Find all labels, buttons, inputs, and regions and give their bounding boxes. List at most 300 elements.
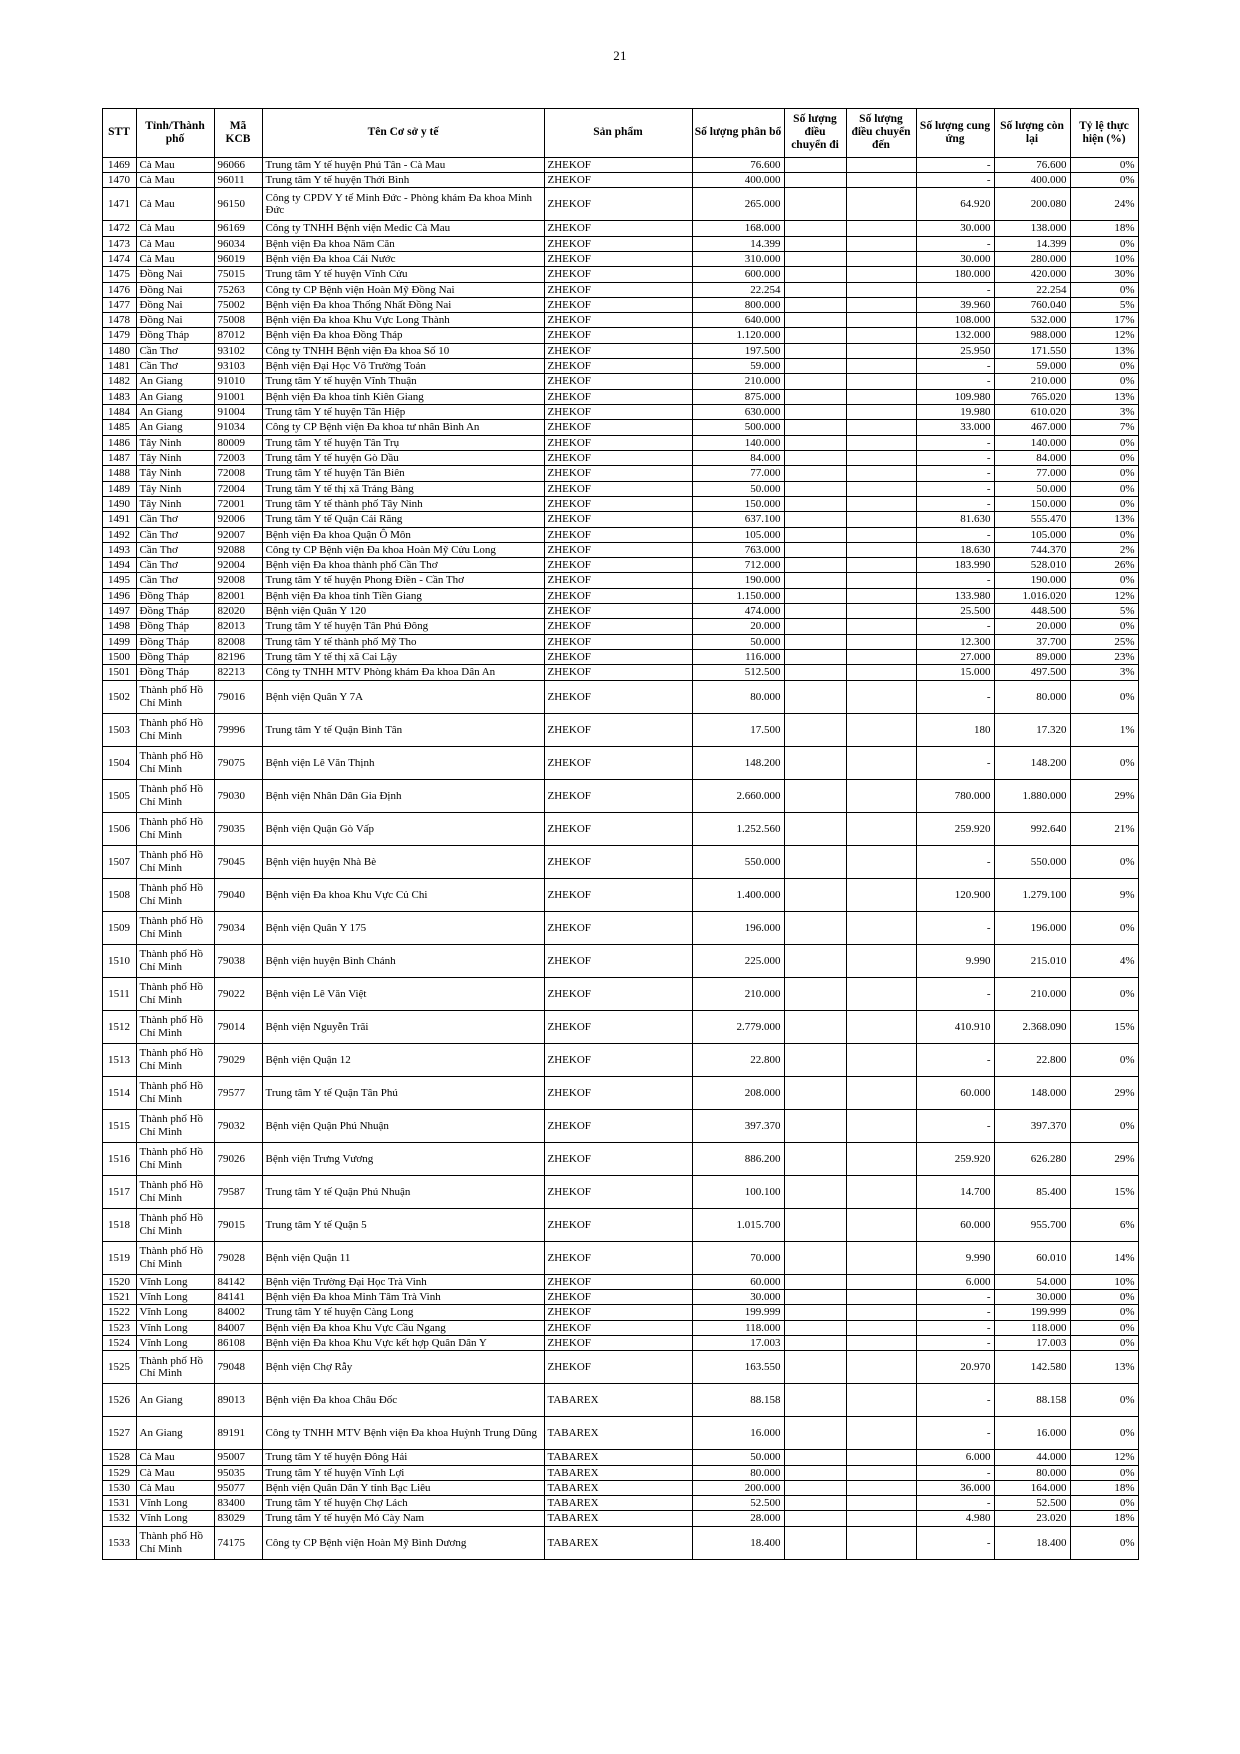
cell-transfer-in xyxy=(846,1465,916,1480)
cell-transfer-out xyxy=(784,878,846,911)
cell-allocated: 18.400 xyxy=(692,1526,784,1559)
cell-transfer-in xyxy=(846,313,916,328)
cell-allocated: 199.999 xyxy=(692,1305,784,1320)
cell-transfer-out xyxy=(784,1305,846,1320)
table-row xyxy=(102,313,1138,328)
cell-remaining: 400.000 xyxy=(994,172,1070,187)
cell-rate: 0% xyxy=(1070,1320,1138,1335)
cell-remaining: 30.000 xyxy=(994,1289,1070,1304)
cell-supplied: - xyxy=(916,845,994,878)
cell-province: Đồng Tháp xyxy=(136,634,214,649)
cell-transfer-in xyxy=(846,1208,916,1241)
cell-transfer-out xyxy=(784,1320,846,1335)
cell-rate: 0% xyxy=(1070,374,1138,389)
cell-allocated: 88.158 xyxy=(692,1384,784,1417)
cell-stt: 1478 xyxy=(102,313,136,328)
cell-remaining: 50.000 xyxy=(994,481,1070,496)
cell-facility: Công ty TNHH MTV Bệnh viện Đa khoa Huỳnh Trung Dũng xyxy=(262,1417,544,1450)
cell-product: ZHEKOF xyxy=(544,779,692,812)
cell-transfer-out xyxy=(784,466,846,481)
cell-stt: 1519 xyxy=(102,1241,136,1274)
cell-product: ZHEKOF xyxy=(544,1208,692,1241)
cell-province: Đồng Tháp xyxy=(136,604,214,619)
cell-province: Cần Thơ xyxy=(136,527,214,542)
cell-stt: 1530 xyxy=(102,1480,136,1495)
table-row xyxy=(102,188,1138,221)
cell-facility: Bệnh viện huyện Bình Chánh xyxy=(262,944,544,977)
cell-allocated: 30.000 xyxy=(692,1289,784,1304)
cell-product: ZHEKOF xyxy=(544,251,692,266)
cell-facility: Trung tâm Y tế thị xã Cai Lậy xyxy=(262,650,544,665)
cell-product: TABAREX xyxy=(544,1417,692,1450)
cell-allocated: 763.000 xyxy=(692,542,784,557)
cell-stt: 1531 xyxy=(102,1496,136,1511)
cell-allocated: 637.100 xyxy=(692,512,784,527)
table-row xyxy=(102,1384,1138,1417)
cell-product: ZHEKOF xyxy=(544,389,692,404)
table-row xyxy=(102,297,1138,312)
cell-rate: 0% xyxy=(1070,236,1138,251)
cell-stt: 1497 xyxy=(102,604,136,619)
cell-province: Cần Thơ xyxy=(136,512,214,527)
table-row xyxy=(102,878,1138,911)
cell-allocated: 1.120.000 xyxy=(692,328,784,343)
cell-code: 84007 xyxy=(214,1320,262,1335)
cell-remaining: 497.500 xyxy=(994,665,1070,680)
cell-transfer-out xyxy=(784,236,846,251)
cell-stt: 1475 xyxy=(102,267,136,282)
cell-stt: 1471 xyxy=(102,188,136,221)
cell-allocated: 105.000 xyxy=(692,527,784,542)
table-row xyxy=(102,1043,1138,1076)
cell-allocated: 1.400.000 xyxy=(692,878,784,911)
cell-rate: 0% xyxy=(1070,911,1138,944)
cell-code: 95007 xyxy=(214,1450,262,1465)
cell-allocated: 800.000 xyxy=(692,297,784,312)
cell-remaining: 610.020 xyxy=(994,405,1070,420)
cell-product: ZHEKOF xyxy=(544,1335,692,1350)
cell-supplied: 4.980 xyxy=(916,1511,994,1526)
cell-transfer-out xyxy=(784,527,846,542)
cell-code: 79587 xyxy=(214,1175,262,1208)
cell-province: Thành phố Hồ Chí Minh xyxy=(136,1010,214,1043)
cell-product: ZHEKOF xyxy=(544,977,692,1010)
cell-facility: Công ty CP Bệnh viện Hoàn Mỹ Bình Dương xyxy=(262,1526,544,1559)
table-row xyxy=(102,1175,1138,1208)
cell-transfer-out xyxy=(784,1511,846,1526)
cell-facility: Bệnh viện Đa khoa tỉnh Kiên Giang xyxy=(262,389,544,404)
cell-stt: 1510 xyxy=(102,944,136,977)
cell-transfer-in xyxy=(846,420,916,435)
cell-code: 84141 xyxy=(214,1289,262,1304)
cell-province: Cần Thơ xyxy=(136,359,214,374)
cell-transfer-out xyxy=(784,328,846,343)
cell-allocated: 500.000 xyxy=(692,420,784,435)
table-row xyxy=(102,1274,1138,1289)
cell-code: 74175 xyxy=(214,1526,262,1559)
cell-code: 91004 xyxy=(214,405,262,420)
cell-stt: 1524 xyxy=(102,1335,136,1350)
cell-allocated: 80.000 xyxy=(692,680,784,713)
cell-province: Vĩnh Long xyxy=(136,1496,214,1511)
cell-stt: 1505 xyxy=(102,779,136,812)
cell-supplied: 133.980 xyxy=(916,588,994,603)
cell-province: Thành phố Hồ Chí Minh xyxy=(136,1175,214,1208)
cell-rate: 13% xyxy=(1070,1351,1138,1384)
cell-supplied: 108.000 xyxy=(916,313,994,328)
cell-transfer-out xyxy=(784,435,846,450)
cell-code: 72004 xyxy=(214,481,262,496)
cell-stt: 1488 xyxy=(102,466,136,481)
cell-rate: 0% xyxy=(1070,1465,1138,1480)
cell-code: 86108 xyxy=(214,1335,262,1350)
cell-allocated: 474.000 xyxy=(692,604,784,619)
cell-code: 79034 xyxy=(214,911,262,944)
cell-province: Thành phố Hồ Chí Minh xyxy=(136,1241,214,1274)
table-row xyxy=(102,1511,1138,1526)
cell-code: 96034 xyxy=(214,236,262,251)
cell-transfer-in xyxy=(846,812,916,845)
cell-transfer-out xyxy=(784,389,846,404)
cell-code: 75015 xyxy=(214,267,262,282)
cell-transfer-out xyxy=(784,1526,846,1559)
cell-code: 84142 xyxy=(214,1274,262,1289)
cell-province: Thành phố Hồ Chí Minh xyxy=(136,1526,214,1559)
cell-code: 91034 xyxy=(214,420,262,435)
cell-transfer-in xyxy=(846,1142,916,1175)
cell-transfer-out xyxy=(784,450,846,465)
cell-remaining: 80.000 xyxy=(994,680,1070,713)
cell-remaining: 23.020 xyxy=(994,1511,1070,1526)
cell-remaining: 44.000 xyxy=(994,1450,1070,1465)
table-row xyxy=(102,746,1138,779)
cell-stt: 1514 xyxy=(102,1076,136,1109)
cell-facility: Công ty CP Bệnh viện Đa khoa Hoàn Mỹ Cửu Long xyxy=(262,542,544,557)
cell-product: ZHEKOF xyxy=(544,236,692,251)
cell-facility: Công ty TNHH Bệnh viện Medic Cà Mau xyxy=(262,221,544,236)
cell-product: TABAREX xyxy=(544,1511,692,1526)
cell-allocated: 77.000 xyxy=(692,466,784,481)
cell-product: ZHEKOF xyxy=(544,221,692,236)
cell-code: 80009 xyxy=(214,435,262,450)
cell-allocated: 116.000 xyxy=(692,650,784,665)
cell-product: ZHEKOF xyxy=(544,1076,692,1109)
cell-allocated: 70.000 xyxy=(692,1241,784,1274)
cell-stt: 1507 xyxy=(102,845,136,878)
cell-rate: 14% xyxy=(1070,1241,1138,1274)
cell-product: ZHEKOF xyxy=(544,604,692,619)
cell-supplied: - xyxy=(916,374,994,389)
cell-facility: Trung tâm Y tế huyện Tân Hiệp xyxy=(262,405,544,420)
cell-remaining: 210.000 xyxy=(994,977,1070,1010)
table-row xyxy=(102,1450,1138,1465)
cell-remaining: 1.880.000 xyxy=(994,779,1070,812)
cell-transfer-in xyxy=(846,1526,916,1559)
cell-transfer-in xyxy=(846,1351,916,1384)
cell-transfer-in xyxy=(846,878,916,911)
cell-rate: 12% xyxy=(1070,588,1138,603)
cell-transfer-in xyxy=(846,389,916,404)
cell-rate: 3% xyxy=(1070,665,1138,680)
cell-transfer-out xyxy=(784,157,846,172)
cell-remaining: 199.999 xyxy=(994,1305,1070,1320)
cell-product: ZHEKOF xyxy=(544,650,692,665)
table-row xyxy=(102,1010,1138,1043)
cell-transfer-out xyxy=(784,267,846,282)
cell-transfer-in xyxy=(846,512,916,527)
cell-supplied: 30.000 xyxy=(916,221,994,236)
cell-code: 79038 xyxy=(214,944,262,977)
cell-stt: 1489 xyxy=(102,481,136,496)
cell-stt: 1512 xyxy=(102,1010,136,1043)
cell-transfer-in xyxy=(846,619,916,634)
cell-supplied: - xyxy=(916,680,994,713)
cell-supplied: 30.000 xyxy=(916,251,994,266)
cell-stt: 1523 xyxy=(102,1320,136,1335)
cell-remaining: 18.400 xyxy=(994,1526,1070,1559)
table-row xyxy=(102,374,1138,389)
cell-transfer-out xyxy=(784,1076,846,1109)
cell-province: Đồng Nai xyxy=(136,297,214,312)
header-row xyxy=(102,109,1138,158)
cell-code: 89013 xyxy=(214,1384,262,1417)
cell-rate: 0% xyxy=(1070,1526,1138,1559)
table-row xyxy=(102,282,1138,297)
cell-facility: Trung tâm Y tế huyện Mỏ Cày Nam xyxy=(262,1511,544,1526)
cell-allocated: 197.500 xyxy=(692,343,784,358)
cell-transfer-in xyxy=(846,527,916,542)
cell-transfer-out xyxy=(784,420,846,435)
table-row xyxy=(102,157,1138,172)
cell-remaining: 955.700 xyxy=(994,1208,1070,1241)
cell-supplied: 25.950 xyxy=(916,343,994,358)
cell-facility: Trung tâm Y tế huyện Tân Trụ xyxy=(262,435,544,450)
cell-transfer-in xyxy=(846,251,916,266)
cell-supplied: - xyxy=(916,435,994,450)
table-row xyxy=(102,573,1138,588)
cell-rate: 0% xyxy=(1070,172,1138,187)
cell-supplied: 81.630 xyxy=(916,512,994,527)
cell-supplied: - xyxy=(916,1043,994,1076)
cell-remaining: 164.000 xyxy=(994,1480,1070,1495)
cell-code: 82001 xyxy=(214,588,262,603)
cell-supplied: 14.700 xyxy=(916,1175,994,1208)
cell-remaining: 1.279.100 xyxy=(994,878,1070,911)
cell-rate: 6% xyxy=(1070,1208,1138,1241)
cell-product: ZHEKOF xyxy=(544,619,692,634)
cell-remaining: 196.000 xyxy=(994,911,1070,944)
cell-remaining: 200.080 xyxy=(994,188,1070,221)
cell-remaining: 17.320 xyxy=(994,713,1070,746)
cell-supplied: 259.920 xyxy=(916,1142,994,1175)
cell-facility: Bệnh viện Quận Phú Nhuận xyxy=(262,1109,544,1142)
cell-stt: 1526 xyxy=(102,1384,136,1417)
cell-remaining: 138.000 xyxy=(994,221,1070,236)
cell-transfer-in xyxy=(846,1274,916,1289)
table-row xyxy=(102,665,1138,680)
cell-remaining: 54.000 xyxy=(994,1274,1070,1289)
cell-transfer-out xyxy=(784,405,846,420)
cell-province: An Giang xyxy=(136,389,214,404)
cell-transfer-in xyxy=(846,1417,916,1450)
cell-allocated: 210.000 xyxy=(692,977,784,1010)
cell-province: Đồng Tháp xyxy=(136,588,214,603)
header-province: Tỉnh/Thành phố xyxy=(136,109,214,158)
cell-allocated: 148.200 xyxy=(692,746,784,779)
cell-stt: 1532 xyxy=(102,1511,136,1526)
cell-transfer-in xyxy=(846,746,916,779)
cell-transfer-in xyxy=(846,267,916,282)
cell-province: Thành phố Hồ Chí Minh xyxy=(136,977,214,1010)
cell-stt: 1528 xyxy=(102,1450,136,1465)
cell-transfer-in xyxy=(846,1241,916,1274)
cell-stt: 1469 xyxy=(102,157,136,172)
cell-product: ZHEKOF xyxy=(544,558,692,573)
cell-rate: 24% xyxy=(1070,188,1138,221)
cell-supplied: - xyxy=(916,1109,994,1142)
table-row xyxy=(102,845,1138,878)
cell-stt: 1515 xyxy=(102,1109,136,1142)
cell-supplied: - xyxy=(916,1417,994,1450)
header-transfer-in: Số lượng điều chuyển đến xyxy=(846,109,916,158)
cell-transfer-out xyxy=(784,1496,846,1511)
cell-stt: 1516 xyxy=(102,1142,136,1175)
cell-transfer-out xyxy=(784,1335,846,1350)
cell-stt: 1490 xyxy=(102,496,136,511)
cell-transfer-out xyxy=(784,558,846,573)
cell-remaining: 80.000 xyxy=(994,1465,1070,1480)
table-row xyxy=(102,1496,1138,1511)
cell-province: Cà Mau xyxy=(136,1465,214,1480)
cell-province: Vĩnh Long xyxy=(136,1335,214,1350)
cell-remaining: 148.000 xyxy=(994,1076,1070,1109)
table-row xyxy=(102,1109,1138,1142)
cell-product: ZHEKOF xyxy=(544,267,692,282)
cell-remaining: 467.000 xyxy=(994,420,1070,435)
header-code: Mã KCB xyxy=(214,109,262,158)
cell-stt: 1511 xyxy=(102,977,136,1010)
cell-facility: Bệnh viện Lê Văn Việt xyxy=(262,977,544,1010)
cell-transfer-in xyxy=(846,558,916,573)
cell-facility: Bệnh viện Đa khoa Minh Tâm Trà Vinh xyxy=(262,1289,544,1304)
cell-code: 79015 xyxy=(214,1208,262,1241)
cell-allocated: 50.000 xyxy=(692,1450,784,1465)
cell-stt: 1503 xyxy=(102,713,136,746)
cell-transfer-in xyxy=(846,343,916,358)
cell-transfer-out xyxy=(784,845,846,878)
cell-allocated: 875.000 xyxy=(692,389,784,404)
cell-transfer-out xyxy=(784,359,846,374)
cell-supplied: 259.920 xyxy=(916,812,994,845)
cell-allocated: 397.370 xyxy=(692,1109,784,1142)
cell-supplied: 410.910 xyxy=(916,1010,994,1043)
cell-province: Vĩnh Long xyxy=(136,1305,214,1320)
cell-product: ZHEKOF xyxy=(544,1175,692,1208)
cell-rate: 0% xyxy=(1070,1417,1138,1450)
cell-allocated: 886.200 xyxy=(692,1142,784,1175)
cell-supplied: - xyxy=(916,573,994,588)
cell-rate: 0% xyxy=(1070,1384,1138,1417)
cell-rate: 0% xyxy=(1070,282,1138,297)
cell-product: ZHEKOF xyxy=(544,944,692,977)
cell-allocated: 59.000 xyxy=(692,359,784,374)
cell-province: Cà Mau xyxy=(136,157,214,172)
cell-remaining: 17.003 xyxy=(994,1335,1070,1350)
cell-facility: Bệnh viện Trường Đại Học Trà Vinh xyxy=(262,1274,544,1289)
cell-supplied: - xyxy=(916,1289,994,1304)
cell-stt: 1494 xyxy=(102,558,136,573)
cell-facility: Trung tâm Y tế huyện Càng Long xyxy=(262,1305,544,1320)
cell-remaining: 37.700 xyxy=(994,634,1070,649)
cell-province: Cần Thơ xyxy=(136,558,214,573)
cell-rate: 0% xyxy=(1070,1496,1138,1511)
cell-code: 82020 xyxy=(214,604,262,619)
cell-supplied: 27.000 xyxy=(916,650,994,665)
table-row xyxy=(102,680,1138,713)
cell-transfer-in xyxy=(846,1335,916,1350)
cell-province: Thành phố Hồ Chí Minh xyxy=(136,713,214,746)
cell-remaining: 52.500 xyxy=(994,1496,1070,1511)
cell-supplied: - xyxy=(916,619,994,634)
cell-transfer-out xyxy=(784,188,846,221)
cell-supplied: - xyxy=(916,157,994,172)
cell-facility: Bệnh viện Lê Văn Thịnh xyxy=(262,746,544,779)
cell-province: Thành phố Hồ Chí Minh xyxy=(136,680,214,713)
cell-product: ZHEKOF xyxy=(544,512,692,527)
cell-transfer-out xyxy=(784,1384,846,1417)
cell-remaining: 765.020 xyxy=(994,389,1070,404)
table-row xyxy=(102,619,1138,634)
cell-rate: 1% xyxy=(1070,713,1138,746)
cell-facility: Bệnh viện Quân Y 175 xyxy=(262,911,544,944)
cell-rate: 18% xyxy=(1070,1511,1138,1526)
cell-rate: 13% xyxy=(1070,343,1138,358)
header-transfer-out: Số lượng điều chuyển đi xyxy=(784,109,846,158)
cell-allocated: 100.100 xyxy=(692,1175,784,1208)
cell-remaining: 148.200 xyxy=(994,746,1070,779)
table-row xyxy=(102,172,1138,187)
cell-transfer-in xyxy=(846,604,916,619)
cell-province: Đồng Tháp xyxy=(136,665,214,680)
cell-province: Tây Ninh xyxy=(136,435,214,450)
cell-facility: Trung tâm Y tế huyện Vĩnh Lợi xyxy=(262,1465,544,1480)
cell-allocated: 600.000 xyxy=(692,267,784,282)
cell-transfer-out xyxy=(784,1480,846,1495)
cell-rate: 0% xyxy=(1070,359,1138,374)
cell-supplied: 36.000 xyxy=(916,1480,994,1495)
table-row xyxy=(102,1142,1138,1175)
table-row xyxy=(102,359,1138,374)
cell-rate: 0% xyxy=(1070,466,1138,481)
cell-province: Cà Mau xyxy=(136,188,214,221)
cell-rate: 0% xyxy=(1070,1043,1138,1076)
cell-transfer-in xyxy=(846,1320,916,1335)
cell-code: 79996 xyxy=(214,713,262,746)
cell-transfer-in xyxy=(846,542,916,557)
cell-product: ZHEKOF xyxy=(544,172,692,187)
table-row xyxy=(102,604,1138,619)
cell-allocated: 208.000 xyxy=(692,1076,784,1109)
cell-remaining: 532.000 xyxy=(994,313,1070,328)
cell-transfer-out xyxy=(784,911,846,944)
cell-remaining: 528.010 xyxy=(994,558,1070,573)
cell-rate: 29% xyxy=(1070,779,1138,812)
cell-stt: 1483 xyxy=(102,389,136,404)
cell-code: 79030 xyxy=(214,779,262,812)
cell-facility: Trung tâm Y tế huyện Tân Biên xyxy=(262,466,544,481)
cell-remaining: 84.000 xyxy=(994,450,1070,465)
cell-facility: Bệnh viện Quận 11 xyxy=(262,1241,544,1274)
